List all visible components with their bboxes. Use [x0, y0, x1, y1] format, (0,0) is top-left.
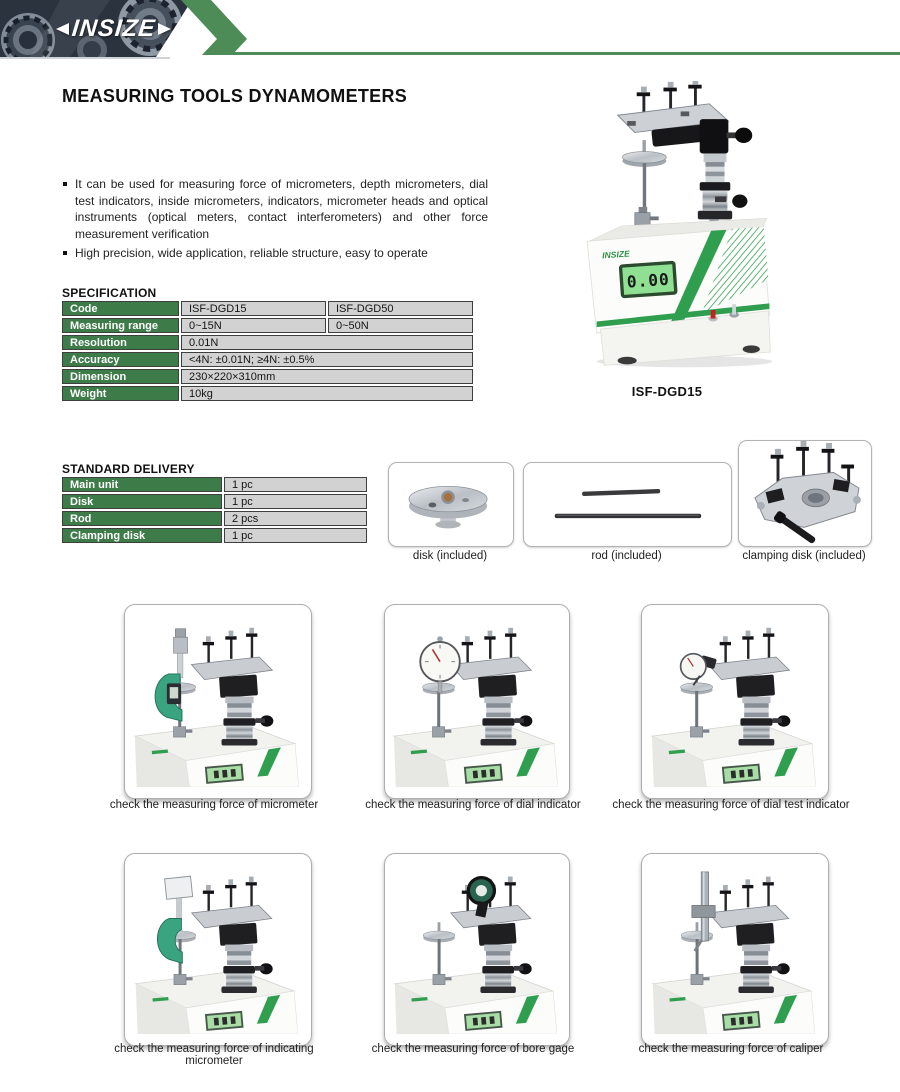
- table-row: [62, 335, 473, 350]
- spec-value: ISF-DGD15: [181, 301, 326, 316]
- spec-value: ISF-DGD50: [328, 301, 473, 316]
- spec-value: 0.01N: [181, 335, 473, 350]
- table-row: [62, 528, 367, 543]
- delivery-qty: 1 pc: [224, 477, 367, 492]
- delivery-item: Clamping disk: [62, 528, 222, 543]
- clamping-disk-caption: clamping disk (included): [742, 550, 866, 562]
- standard-delivery-table: [60, 475, 369, 545]
- spec-label: Dimension: [62, 369, 179, 384]
- application-caption: check the measuring force of dial test indicator: [612, 799, 850, 811]
- application-caption: check the measuring force of caliper: [638, 1043, 824, 1055]
- table-row: [62, 386, 473, 401]
- standard-delivery-heading: STANDARD DELIVERY: [62, 462, 195, 476]
- product-front-logo: INSIZE: [601, 248, 631, 261]
- spec-label: Measuring range: [62, 318, 179, 333]
- spec-label: Code: [62, 301, 179, 316]
- spec-value: <4N: ±0.01N; ≥4N: ±0.5%: [181, 352, 473, 367]
- rod-accessory-image: [523, 462, 732, 547]
- application-image-indicating-micrometer: [124, 853, 312, 1046]
- spec-value: 0~15N: [181, 318, 326, 333]
- application-image-caliper: [641, 853, 829, 1046]
- spec-label: Accuracy: [62, 352, 179, 367]
- application-image-bore-gage: [384, 853, 570, 1046]
- insize-logo: [56, 15, 171, 43]
- specification-heading: SPECIFICATION: [62, 286, 157, 300]
- spec-value: 0~50N: [328, 318, 473, 333]
- feature-text: It can be used for measuring force of micrometers, depth micrometers, dial test indicators, inside micrometers, indicators, micrometer heads and optical instruments (optical meters, contact interferometers) and other force measurement verification: [75, 177, 488, 241]
- table-row: [62, 369, 473, 384]
- delivery-qty: 1 pc: [224, 494, 367, 509]
- logo-text: INSIZE: [70, 15, 157, 42]
- lcd-display-value: 0.00: [626, 269, 671, 292]
- delivery-item: Main unit: [62, 477, 222, 492]
- table-row: [62, 352, 473, 367]
- bullet-icon: [63, 251, 67, 255]
- header-photo-edge: [0, 57, 170, 59]
- delivery-qty: 2 pcs: [224, 511, 367, 526]
- table-row: [62, 477, 367, 492]
- table-row: [62, 301, 473, 316]
- application-image-dial-test-indicator: [641, 604, 829, 799]
- spec-label: Weight: [62, 386, 179, 401]
- spec-value: 230×220×310mm: [181, 369, 473, 384]
- application-caption: check the measuring force of bore gage: [371, 1043, 575, 1055]
- product-model-caption: ISF-DGD15: [631, 384, 703, 399]
- logo-right-arrow-icon: [158, 23, 171, 35]
- application-caption: check the measuring force of dial indicator: [365, 799, 581, 811]
- disk-accessory-image: [388, 462, 514, 547]
- application-caption: check the measuring force of micrometer: [109, 799, 319, 811]
- table-row: [62, 318, 473, 333]
- specification-table: [60, 299, 475, 403]
- feature-item: [62, 245, 488, 262]
- table-row: [62, 511, 367, 526]
- feature-item: [62, 176, 488, 242]
- product-image: [568, 76, 778, 376]
- spec-value: 10kg: [181, 386, 473, 401]
- page-title: MEASURING TOOLS DYNAMOMETERS: [62, 86, 408, 106]
- application-image-micrometer: [124, 604, 312, 799]
- application-image-dial-indicator: [384, 604, 570, 799]
- table-row: [62, 494, 367, 509]
- header-rule: [218, 52, 900, 55]
- disk-caption: disk (included): [412, 550, 488, 562]
- bullet-icon: [63, 182, 67, 186]
- delivery-item: Disk: [62, 494, 222, 509]
- feature-list: [62, 176, 488, 265]
- feature-text: High precision, wide application, reliable structure, easy to operate: [75, 246, 428, 260]
- delivery-qty: 1 pc: [224, 528, 367, 543]
- application-caption: check the measuring force of indicating micrometer: [114, 1043, 314, 1067]
- spec-label: Resolution: [62, 335, 179, 350]
- clamping-disk-accessory-image: [738, 440, 872, 547]
- delivery-item: Rod: [62, 511, 222, 526]
- rod-caption: rod (included): [591, 550, 662, 562]
- logo-left-arrow-icon: [56, 23, 69, 35]
